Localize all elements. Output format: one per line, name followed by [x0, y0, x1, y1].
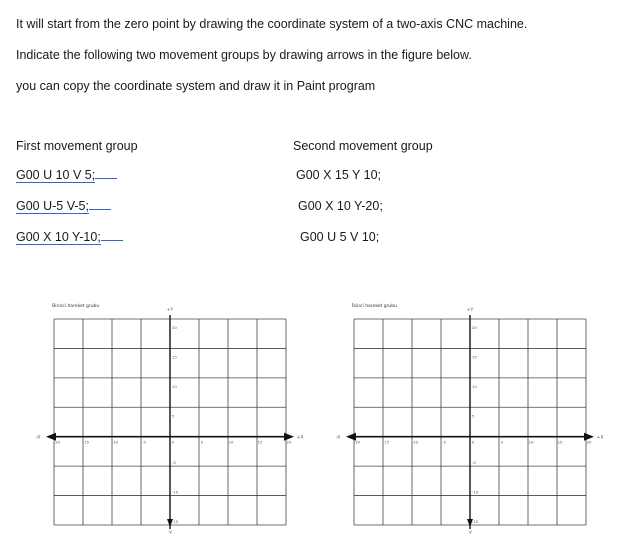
x-tick-label: 20: [586, 439, 592, 445]
minus-x-label: -X: [335, 435, 341, 441]
second-group-command-2: G00 X 10 Y-20;: [298, 199, 383, 213]
x-tick-label: 5: [500, 439, 504, 445]
y-tick-label: 15: [172, 354, 177, 360]
x-tick-label: -15: [82, 439, 90, 445]
command-text: G00 U-5 V-5;: [16, 199, 89, 213]
x-tick-label: 20: [286, 439, 292, 445]
x-tick-label: -5: [442, 439, 446, 445]
minus-y-label: -Y: [168, 531, 172, 536]
x-tick-label: -15: [382, 439, 390, 445]
minus-y-label: -Y: [468, 531, 472, 536]
x-tick-label: -5: [142, 439, 146, 445]
x-tick-label: 0: [471, 439, 475, 445]
y-tick-label: -5: [472, 460, 476, 466]
second-group-command-1: G00 X 15 Y 10;: [296, 168, 382, 182]
y-tick-label: -15: [472, 519, 479, 524]
grid-caption: Birinci hareket grubu: [52, 304, 100, 309]
coordinate-grid-second: [332, 295, 604, 539]
spellcheck-underline: [101, 230, 123, 241]
spellcheck-underline: [95, 168, 117, 179]
y-tick-label: -15: [172, 519, 179, 524]
y-tick-label: 15: [472, 354, 477, 360]
first-group-command-1: [16, 168, 117, 182]
x-tick-label: 0: [171, 439, 175, 445]
spellcheck-underline: [89, 199, 111, 210]
x-tick-label: 15: [557, 439, 563, 445]
plus-y-label: +Y: [166, 308, 174, 313]
x-tick-label: 10: [228, 439, 234, 445]
command-text: G00 X 10 Y-10;: [16, 230, 101, 244]
instruction-line-2: Indicate the following two movement groups by drawing arrows in the figure below.: [16, 48, 472, 62]
coordinate-grid-first: [32, 295, 304, 539]
plus-y-label: +Y: [466, 308, 474, 313]
plus-x-label: +X: [596, 435, 604, 441]
x-tick-label: 5: [200, 439, 204, 445]
grid-caption: İkinci hareket grubu: [352, 304, 397, 309]
y-tick-label: -5: [172, 460, 176, 466]
y-tick-label: 10: [472, 383, 477, 389]
y-tick-label: 10: [172, 383, 177, 389]
first-group-command-2: [16, 199, 111, 213]
y-tick-label: 20: [172, 325, 177, 330]
y-tick-label: 20: [472, 325, 477, 330]
y-tick-label: 5: [472, 413, 475, 419]
x-tick-label: 15: [257, 439, 263, 445]
first-group-command-3: [16, 230, 123, 244]
y-tick-label: 5: [172, 413, 175, 419]
plus-x-label: +X: [296, 435, 304, 441]
x-tick-label: 10: [528, 439, 534, 445]
x-tick-label: -10: [411, 439, 419, 445]
x-tick-label: -10: [111, 439, 119, 445]
command-text: G00 U 10 V 5;: [16, 168, 96, 182]
instruction-line-1: It will start from the zero point by drawing the coordinate system of a two-axis CNC machine.: [16, 17, 528, 31]
first-group-title: First movement group: [16, 139, 138, 153]
y-tick-label: -10: [472, 489, 479, 495]
minus-x-label: -X: [35, 435, 41, 441]
x-tick-label: -20: [353, 439, 361, 445]
instruction-line-3: you can copy the coordinate system and draw it in Paint program: [16, 79, 376, 93]
y-tick-label: -10: [172, 489, 179, 495]
second-group-command-3: G00 U 5 V 10;: [300, 230, 380, 244]
x-tick-label: -20: [53, 439, 61, 445]
second-group-title: Second movement group: [293, 139, 433, 153]
